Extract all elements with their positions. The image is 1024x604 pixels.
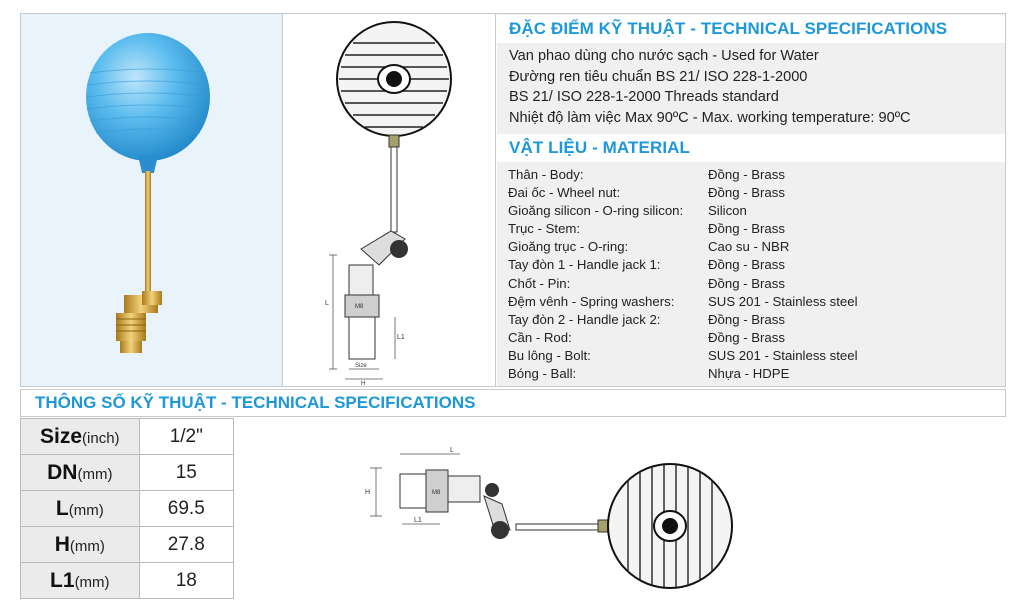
material-part: Bóng - Ball: (508, 366, 577, 382)
material-row (508, 329, 998, 347)
table-row (21, 527, 234, 563)
drawing-label-m: M8 (355, 304, 364, 310)
dimension-label: Size(inch) (21, 419, 140, 455)
material-value: SUS 201 - Stainless steel (708, 293, 858, 309)
material-value: Đồng - Brass (708, 311, 785, 327)
material-value: Silicon (708, 203, 747, 219)
material-part: Bu lông - Bolt: (508, 347, 591, 363)
material-row (508, 347, 998, 365)
material-part: Thân - Body: (508, 167, 584, 182)
material-row (508, 184, 998, 202)
spec-line: Đường ren tiêu chuẩn BS 21/ ISO 228-1-2000 (509, 68, 808, 85)
material-part: Tay đòn 2 - Handle jack 2: (508, 311, 661, 327)
material-part: Gioăng silicon - O-ring silicon: (508, 203, 684, 219)
technical-drawing-vertical (283, 13, 496, 387)
technical-specs-list (509, 46, 911, 128)
spec-line: Van phao dùng cho nước sạch - Used for Water (509, 48, 819, 64)
material-row (508, 365, 998, 383)
material-heading: VẬT LIỆU - MATERIAL (497, 134, 1006, 162)
dimension-value: 27.8 (139, 527, 233, 563)
dimension-label: DN(mm) (21, 455, 140, 491)
dimensions-table (20, 418, 234, 599)
table-row (21, 419, 234, 455)
drawing-label-l: L (325, 300, 329, 307)
dimension-label: H(mm) (21, 527, 140, 563)
material-value: Cao su - NBR (708, 239, 790, 255)
material-row (508, 275, 998, 293)
dimension-label: L1(mm) (21, 563, 140, 599)
material-row (508, 256, 998, 274)
material-value: Đồng - Brass (708, 257, 785, 273)
material-row (508, 238, 998, 256)
side-label-h: H (365, 489, 371, 496)
product-photo-panel (20, 13, 283, 387)
material-table (508, 166, 998, 383)
material-row (508, 311, 998, 329)
float-valve-drawing (283, 13, 495, 387)
material-part: Chốt - Pin: (508, 275, 571, 291)
material-part: Đai ốc - Wheel nut: (508, 185, 621, 201)
side-label-m: M8 (432, 490, 441, 496)
float-valve-photo (20, 13, 282, 387)
spec-line: Nhiệt độ làm việc Max 90ºC - Max. working temperature: 90ºC (509, 109, 911, 126)
material-value: Đồng - Brass (708, 329, 785, 345)
technical-drawing-horizontal (360, 446, 760, 596)
drawing-label-h: H (361, 381, 366, 387)
material-value: Đồng - Brass (708, 167, 785, 182)
dimension-value: 18 (139, 563, 233, 599)
material-value: Đồng - Brass (708, 275, 785, 291)
table-row (21, 455, 234, 491)
material-part: Gioăng trục - O-ring: (508, 239, 629, 255)
material-value: Đồng - Brass (708, 221, 785, 237)
material-row (508, 220, 998, 238)
dimension-value: 69.5 (139, 491, 233, 527)
dimension-value: 15 (139, 455, 233, 491)
float-valve-drawing-side (360, 446, 760, 596)
table-row (21, 563, 234, 599)
dimension-label: L(mm) (21, 491, 140, 527)
material-value: SUS 201 - Stainless steel (708, 347, 858, 363)
drawing-label-l1: L1 (397, 334, 405, 341)
table-row (21, 491, 234, 527)
material-value: Đồng - Brass (708, 185, 785, 201)
material-part: Tay đòn 1 - Handle jack 1: (508, 257, 661, 273)
material-row (508, 166, 998, 184)
dimension-value: 1/2" (139, 419, 233, 455)
specification-panel (497, 13, 1006, 387)
side-label-l: L (450, 447, 454, 454)
material-part: Cần - Rod: (508, 329, 572, 345)
technical-specs-heading: ĐẶC ĐIỂM KỸ THUẬT - TECHNICAL SPECIFICATIONS (497, 15, 1006, 43)
spec-line: BS 21/ ISO 228-1-2000 Threads standard (509, 89, 779, 105)
material-row (508, 293, 998, 311)
material-row (508, 202, 998, 220)
material-part: Đệm vênh - Spring washers: (508, 293, 675, 309)
side-label-l1: L1 (414, 517, 422, 524)
dimensions-heading: THÔNG SỐ KỸ THUẬT - TECHNICAL SPECIFICATIONS (20, 389, 1006, 417)
material-value: Nhựa - HDPE (708, 366, 790, 382)
material-part: Trục - Stem: (508, 221, 581, 237)
drawing-label-size: Size (355, 363, 367, 369)
